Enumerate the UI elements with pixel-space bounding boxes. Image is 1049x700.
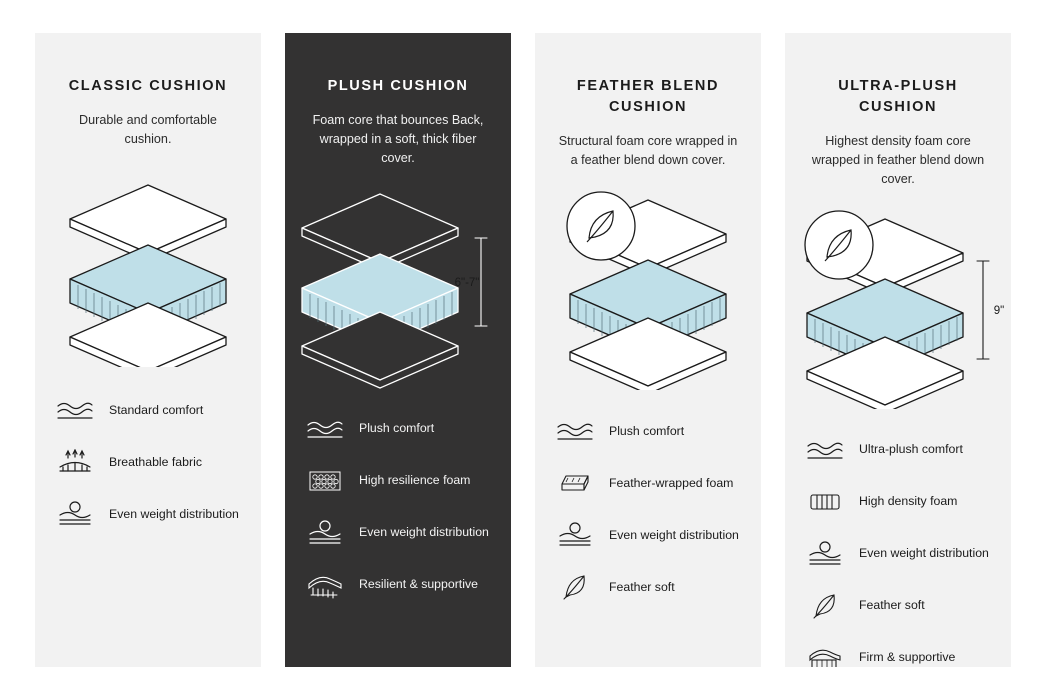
dimension-label: 6"-7" bbox=[454, 276, 480, 289]
even-weight-icon bbox=[555, 520, 595, 550]
feature-item bbox=[555, 570, 741, 604]
feather-icon bbox=[805, 591, 845, 621]
even-weight-icon bbox=[305, 518, 345, 548]
card-description: Durable and comfortable cushion. bbox=[79, 113, 217, 146]
feature-list bbox=[555, 414, 741, 604]
feature-item bbox=[555, 518, 741, 552]
card-feather-blend-cushion bbox=[535, 33, 761, 667]
card-ultra-plush-cushion bbox=[785, 33, 1011, 667]
feather-icon bbox=[555, 572, 595, 602]
waves-icon bbox=[555, 416, 595, 446]
firm-support-icon bbox=[805, 643, 845, 667]
feature-item bbox=[805, 641, 991, 667]
feature-list bbox=[55, 393, 241, 531]
feature-item bbox=[805, 589, 991, 623]
cushion-layers-illustration bbox=[35, 157, 261, 389]
feature-item bbox=[305, 464, 491, 498]
dimension-label: 9" bbox=[993, 304, 1005, 317]
card-title: PLUSH CUSHION bbox=[327, 78, 469, 94]
feature-list bbox=[305, 412, 491, 602]
card-description: Foam core that bounces Back, wrapped in a soft, thick fiber cover. bbox=[312, 113, 484, 165]
feature-label: Breathable fabric bbox=[109, 454, 202, 469]
card-description: Highest density foam core wrapped in feather blend down cover. bbox=[811, 134, 985, 186]
honeycomb-foam-icon bbox=[305, 466, 345, 496]
card-title: CLASSIC CUSHION bbox=[68, 78, 228, 94]
feature-item bbox=[805, 537, 991, 571]
feature-item bbox=[555, 466, 741, 500]
feature-label: Plush comfort bbox=[359, 421, 435, 436]
feature-label: Resilient & supportive bbox=[359, 577, 478, 592]
resilient-support-icon bbox=[305, 570, 345, 600]
feature-item bbox=[305, 412, 491, 446]
feather-wrapped-foam-icon bbox=[555, 468, 595, 498]
feature-item bbox=[305, 516, 491, 550]
leaf-badge bbox=[567, 192, 635, 260]
waves-icon bbox=[805, 435, 845, 465]
feature-label: Ultra-plush comfort bbox=[859, 442, 963, 457]
waves-icon bbox=[305, 414, 345, 444]
feature-label: Even weight distribution bbox=[859, 546, 989, 561]
feature-item bbox=[55, 497, 241, 531]
card-title: ULTRA-PLUSH CUSHION bbox=[838, 78, 958, 116]
cushion-layers-illustration bbox=[535, 178, 761, 410]
feature-item bbox=[55, 445, 241, 479]
feature-label: High density foam bbox=[859, 494, 958, 509]
feature-label: Feather-wrapped foam bbox=[609, 475, 734, 490]
feature-item bbox=[555, 414, 741, 448]
feature-label: Feather soft bbox=[859, 598, 925, 613]
breathable-fabric-icon bbox=[55, 447, 95, 477]
even-weight-icon bbox=[55, 499, 95, 529]
waves-icon bbox=[55, 395, 95, 425]
feature-label: Even weight distribution bbox=[109, 506, 239, 521]
even-weight-icon bbox=[805, 539, 845, 569]
feature-label: Even weight distribution bbox=[609, 527, 739, 542]
cushion-layers-illustration bbox=[785, 197, 1011, 429]
feature-label: Feather soft bbox=[609, 579, 675, 594]
card-description: Structural foam core wrapped in a feather blend down cover. bbox=[558, 134, 738, 167]
card-title: FEATHER BLEND CUSHION bbox=[576, 78, 720, 116]
feature-item bbox=[305, 568, 491, 602]
feature-label: Even weight distribution bbox=[359, 525, 489, 540]
feature-list bbox=[805, 433, 991, 667]
feature-label: Standard comfort bbox=[109, 402, 204, 417]
card-plush-cushion bbox=[285, 33, 511, 667]
leaf-badge bbox=[805, 211, 873, 279]
feature-item bbox=[55, 393, 241, 427]
cushion-layers-illustration bbox=[285, 176, 511, 408]
feature-item bbox=[805, 485, 991, 519]
high-density-foam-icon bbox=[805, 487, 845, 517]
feature-label: Plush comfort bbox=[609, 423, 685, 438]
feature-label: High resilience foam bbox=[359, 473, 471, 488]
feature-item bbox=[805, 433, 991, 467]
feature-label: Firm & supportive bbox=[859, 650, 956, 665]
card-classic-cushion bbox=[35, 33, 261, 667]
